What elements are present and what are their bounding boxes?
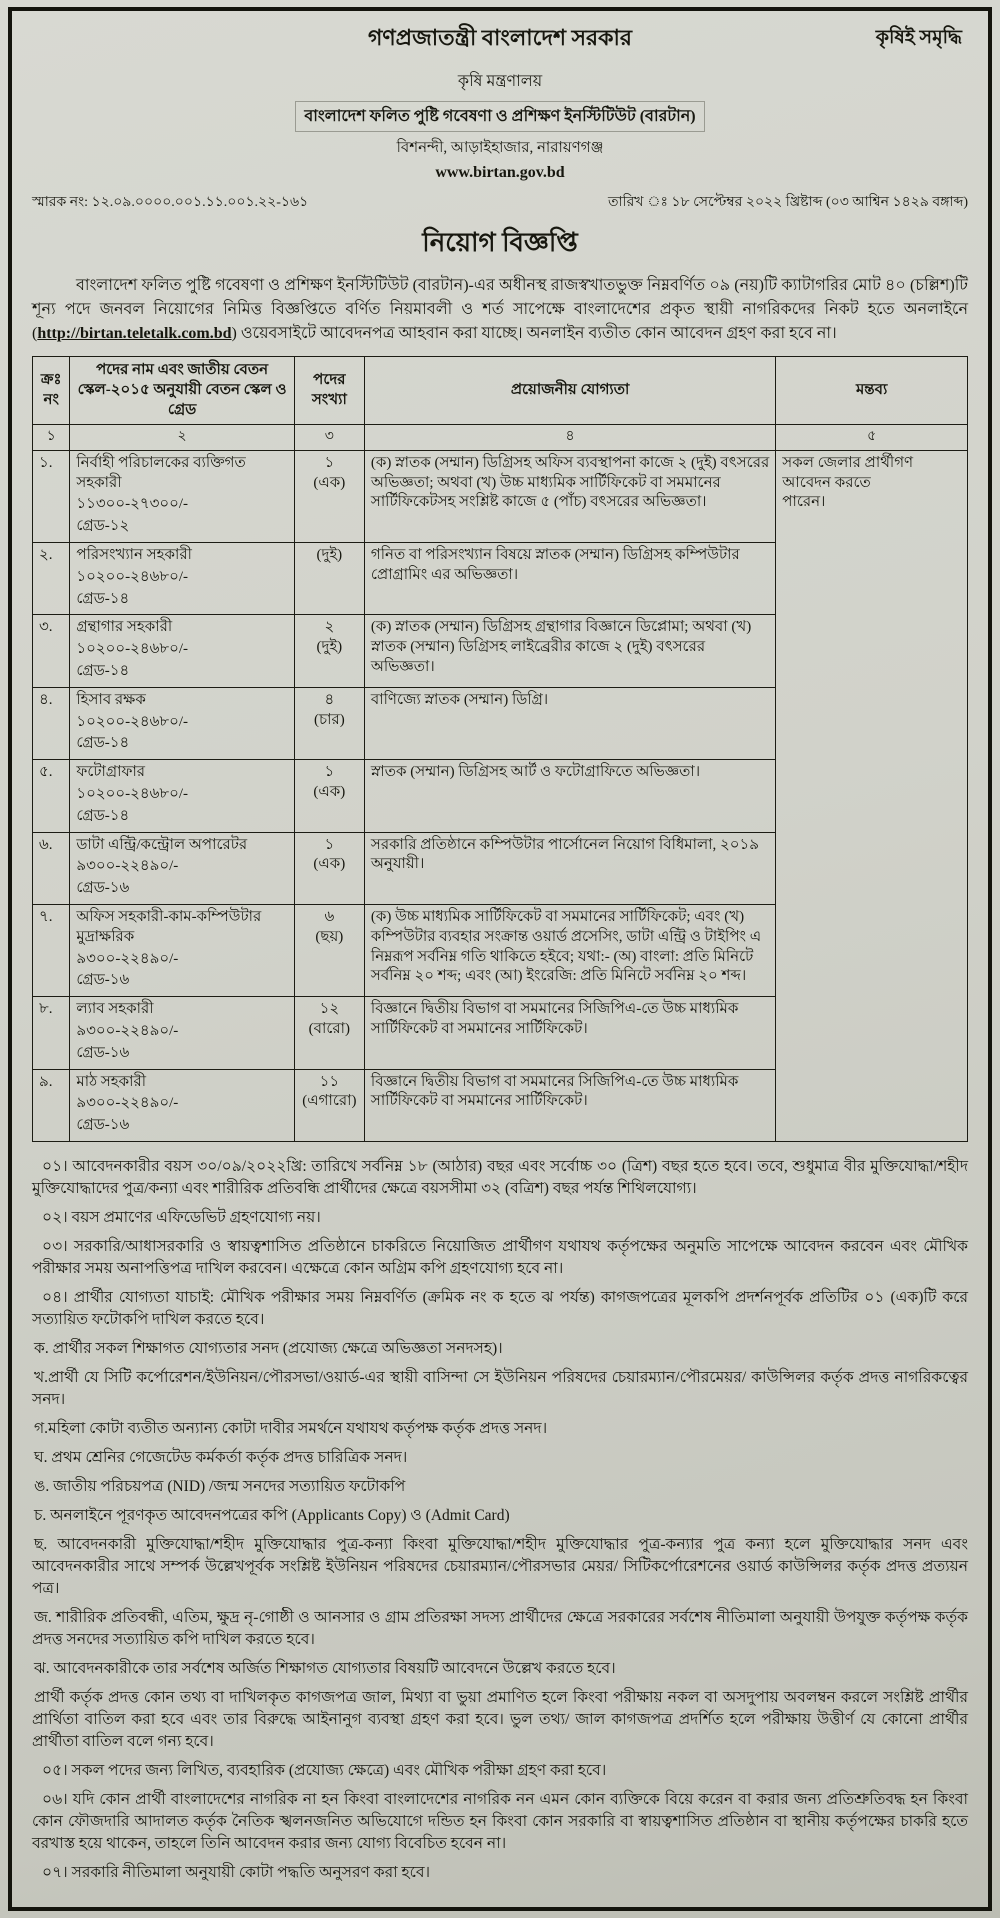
column-number: ২ bbox=[70, 425, 294, 450]
post-scale: ১০২০০-২৪৬৮০/- bbox=[76, 568, 189, 585]
post-name: ফটোগ্রাফার bbox=[76, 764, 146, 781]
note-item: প্রার্থী কর্তৃক প্রদত্ত কোন তথ্য বা দাখিলকৃত কাগজপত্র জাল, মিথ্যা বা ভুয়া প্রমাণিত হলে কিংবা পরীক্ষায় নকল বা অসদুপায় অবলম্বন করলে সংশ্লিষ্ট প্রার্থীর প্রার্থিতা বাতিল করা হবে এবং তার বিরুদ্ধে আইনানুগ ব্যবস্থা গ্রহণ করা হবে। ভুল তথ্য/ জাল কাগজপত্র প্রদর্শিত হলে পরীক্ষায় উত্তীর্ণ যে কোনো প্রার্থীর প্রার্থীতা বাতিল বলে গন্য হবে। bbox=[32, 1688, 968, 1750]
post-count-cell bbox=[294, 760, 364, 832]
post-count-word: (এক) bbox=[313, 856, 346, 873]
post-scale: ৯৩০০-২২৪৯০/- bbox=[76, 950, 179, 967]
ministry-name: কৃষি মন্ত্রণালয় bbox=[457, 73, 543, 90]
note-item: ০১। আবেদনকারীর বয়স ৩০/০৯/২০২২খ্রি: তারিখে সর্বনিম্ন ১৮ (আঠার) বছর এবং সর্বোচ্চ ৩০ (ত্রিশ) বছর হতে হবে। তবে, শুধুমাত্র বীর মুক্তিযোদ্ধা/শহীদ মুক্তিযোদ্ধাদের পুত্র/কন্যা এবং শারীরিক প্রতিবন্ধি প্রার্থীদের ক্ষেত্রে বয়সসীমা ৩২ (বত্রিশ) বছর পর্যন্ত শিথিলযোগ্য। bbox=[32, 1157, 968, 1197]
government-title: গণপ্রজাতন্ত্রী বাংলাদেশ সরকার bbox=[367, 25, 633, 50]
post-scale: ৯৩০০-২২৪৯০/- bbox=[76, 1022, 179, 1039]
post-name-cell bbox=[70, 997, 294, 1069]
conditions-section bbox=[32, 1156, 968, 1884]
post-grade: গ্রেড-১৬ bbox=[76, 880, 130, 897]
post-name-cell bbox=[70, 543, 294, 615]
note-item: ০৩। সরকারি/আধাসরকারি ও স্বায়ত্বশাসিত প্রতিষ্ঠানে চাকরিতে নিয়োজিত প্রার্থীগণ যথাযথ কর্তৃপক্ষের অনুমতি সাপেক্ষে আবেদন করবেন এবং মৌখিক পরীক্ষার সময় অনাপত্তিপত্র দাখিল করবেন। এক্ষেত্রে কোন অগ্রিম কপি গ্রহণযোগ্য হবে না। bbox=[32, 1237, 968, 1277]
post-serial: ৭. bbox=[33, 905, 70, 997]
note-item: ০৬। যদি কোন প্রার্থী বাংলাদেশের নাগরিক না হন কিংবা বাংলাদেশের নাগরিক নন এমন কোন ব্যক্তিকে বিয়ে করেন বা করার জন্য প্রতিশ্রুতিবদ্ধ হন কিংবা কোন ফৌজদারি আদালত কর্তৃক নৈতিক স্খলনজনিত অভিযোগে দন্ডিত হন কিংবা কোন সরকারি বা স্বায়ত্বশাসিত প্রতিষ্ঠান বা স্থানীয় কর্তৃপক্ষের চাকরি হতে বরখাস্ত হয়ে থাকেন, তাহলে তিনি আবেদন করার জন্য যোগ্য বিবেচিত হবেন না। bbox=[32, 1790, 968, 1852]
post-name: গ্রন্থাগার সহকারী bbox=[76, 619, 173, 636]
vacancy-table bbox=[32, 356, 968, 1142]
header-qualification: প্রয়োজনীয় যোগ্যতা bbox=[364, 357, 775, 425]
note-item: ক. প্রার্থীর সকল শিক্ষাগত যোগ্যতার সনদ (প্রযোজ্য ক্ষেত্রে অভিজ্ঞতা সনদসহ)। bbox=[34, 1339, 503, 1357]
header-post: পদের নাম এবং জাতীয় বেতন স্কেল-২০১৫ অনুযায়ী বেতন স্কেল ও গ্রেড bbox=[70, 357, 294, 425]
post-count-word: (এক) bbox=[313, 784, 346, 801]
post-scale: ১০২০০-২৪৬৮০/- bbox=[76, 786, 189, 803]
notice-title: নিয়োগ বিজ্ঞপ্তি bbox=[422, 228, 578, 257]
post-grade: গ্রেড-১২ bbox=[76, 518, 130, 535]
post-count-word: (বারো) bbox=[308, 1020, 350, 1037]
note-item: ঙ. জাতীয় পরিচয়পত্র (NID) /জন্ম সনদের সত্যায়িত ফটোকপি bbox=[34, 1477, 406, 1495]
post-count-word: (চার) bbox=[314, 711, 345, 728]
column-number: ৩ bbox=[294, 425, 364, 450]
post-count-word: (এক) bbox=[313, 474, 346, 491]
remarks-text: সকল জেলার প্রার্থীগণ আবেদন করতে পারেন। bbox=[782, 454, 914, 511]
document-date: তারিখ ঃ ১৮ সেপ্টেম্বর ২০২২ খ্রিষ্টাব্দ (০৩ আশ্বিন ১৪২৯ বঙ্গাব্দ) bbox=[608, 195, 968, 210]
column-number: ১ bbox=[33, 425, 70, 450]
column-number: ৪ bbox=[364, 425, 775, 450]
note-item: ঘ. প্রথম শ্রেনির গেজেটেড কর্মকর্তা কর্তৃক প্রদত্ত চারিত্রিক সনদ। bbox=[34, 1448, 408, 1466]
column-number: ৫ bbox=[776, 425, 968, 450]
post-grade: গ্রেড-১৪ bbox=[76, 663, 130, 680]
post-qualification: বিজ্ঞানে দ্বিতীয় বিভাগ বা সমমানের সিজিপিএ-তে উচ্চ মাধ্যমিক সার্টিফিকেট বা সমমানের সার্টিফিকেট। bbox=[364, 1069, 775, 1141]
post-count-cell bbox=[294, 1069, 364, 1141]
note-item: ০৭। সরকারি নীতিমালা অনুযায়ী কোটা পদ্ধতি অনুসরণ করা হবে। bbox=[42, 1863, 431, 1881]
post-count-cell bbox=[294, 543, 364, 615]
application-website-link[interactable]: http://birtan.teletalk.com.bd bbox=[37, 325, 232, 342]
post-name-cell bbox=[70, 1069, 294, 1141]
post-name: পরিসংখ্যান সহকারী bbox=[76, 547, 192, 564]
post-qualification: সরকারি প্রতিষ্ঠানে কম্পিউটার পার্সোনেল নিয়োগ বিধিমালা, ২০১৯ অনুযায়ী। bbox=[364, 832, 775, 904]
post-name: হিসাব রক্ষক bbox=[76, 691, 146, 708]
post-name-cell bbox=[70, 905, 294, 997]
post-count-cell bbox=[294, 450, 364, 542]
memo-number: স্মারক নং: ১২.০৯.০০০০.০০১.১১.০০১.২২-১৬১ bbox=[32, 195, 309, 210]
post-serial: ৩. bbox=[33, 615, 70, 687]
post-count-number: ২ bbox=[324, 619, 335, 636]
post-qualification: (ক) উচ্চ মাধ্যমিক সার্টিফিকেট বা সমমানের সার্টিফিকেট; এবং (খ) কম্পিউটার ব্যবহার সংক্রান্ত ওয়ার্ড প্রসেসিং, ডাটা এন্ট্রি ও টাইপিং এ নিম্নরূপ সর্বনিম্ন গতি থাকিতে হইবে; যথা:- (অ) বাংলা: প্রতি মিনিটে সর্বনিম্ন ২০ শব্দ; এবং (আ) ইংরেজি: প্রতি মিনিটে সর্বনিম্ন ২০ শব্দ। bbox=[364, 905, 775, 997]
post-qualification: (ক) স্নাতক (সম্মান) ডিগ্রিসহ গ্রন্থাগার বিজ্ঞানে ডিপ্লোমা; অথবা (খ) স্নাতক (সম্মান) ডিগ্রিসহ লাইব্রেরীর কাজে ২ (দুই) বৎসরের অভিজ্ঞতা। bbox=[364, 615, 775, 687]
post-grade: গ্রেড-১৪ bbox=[76, 807, 130, 824]
note-item: গ.মহিলা কোটা ব্যতীত অন্যান্য কোটা দাবীর সমর্থনে যথাযথ কর্তৃপক্ষ কর্তৃক প্রদত্ত সনদ। bbox=[34, 1419, 548, 1437]
post-count-word: (দুই) bbox=[316, 547, 343, 564]
post-count-number: ১ bbox=[324, 454, 335, 471]
intro-text-before: বাংলাদেশ ফলিত পুষ্টি গবেষণা ও প্রশিক্ষণ ইনস্টিটিউট (বারটান)-এর অধীনস্থ রাজস্বখাতভুক্ত নিম্নবর্ণিত ০৯ (নয়)টি ক্যাটাগরির মোট ৪০ (চল্লিশ)টি শূন্য পদে জনবল নিয়োগের নিমিত্ত বিজ্ঞপ্তিতে বর্ণিত নিয়মাবলী ও শর্ত সাপেক্ষে বাংলাদেশের প্রকৃত স্থায়ী নাগরিকদের নিকট হতে অনলাইনে ( bbox=[32, 277, 968, 342]
post-serial: ১. bbox=[33, 450, 70, 542]
post-serial: ৯. bbox=[33, 1069, 70, 1141]
post-name-cell bbox=[70, 450, 294, 542]
table-row bbox=[33, 450, 968, 542]
post-serial: ৬. bbox=[33, 832, 70, 904]
post-qualification: (ক) স্নাতক (সম্মান) ডিগ্রিসহ অফিস ব্যবস্থাপনা কাজে ২ (দুই) বৎসরের অভিজ্ঞতা; অথবা (খ) উচ্চ মাধ্যমিক সার্টিফিকেট বা সমমানের সার্টিফিকেটসহ সংশ্লিষ্ট কাজে ৫ (পাঁচ) বৎসরের অভিজ্ঞতা। bbox=[364, 450, 775, 542]
post-count-word: (দুই) bbox=[316, 639, 343, 656]
post-qualification: বাণিজ্যে স্নাতক (সম্মান) ডিগ্রি। bbox=[364, 687, 775, 759]
institute-name: বাংলাদেশ ফলিত পুষ্টি গবেষণা ও প্রশিক্ষণ ইনস্টিটিউট (বারটান) bbox=[295, 101, 704, 132]
header-serial: ক্রঃ নং bbox=[33, 357, 70, 425]
post-serial: ৫. bbox=[33, 760, 70, 832]
institute-website-link[interactable]: www.birtan.gov.bd bbox=[435, 164, 565, 181]
post-name: মাঠ সহকারী bbox=[76, 1073, 147, 1090]
post-count-number: ১ bbox=[324, 764, 335, 781]
institute-address: বিশনন্দী, আড়াইহাজার, নারায়ণগঞ্জ bbox=[396, 140, 604, 156]
document-border-frame bbox=[8, 7, 992, 1911]
note-item: ছ. আবেদনকারী মুক্তিযোদ্ধা/শহীদ মুক্তিযোদ্ধার পুত্র-কন্যা কিংবা মুক্তিযোদ্ধা/শহীদ মুক্তিযোদ্ধার পুত্র-কন্যার পুত্র কন্যা হলে মুক্তিযোদ্ধার সনদ এবং আবেদনকারীর সাথে সম্পর্ক উল্লেখপূর্বক সংশ্লিষ্ট ইউনিয়ন পরিষদের চেয়ারম্যান/পৌরসভার মেয়র/ সিটিকর্পোরেশনের ওয়ার্ড কাউন্সিলর কর্তৃক প্রদত্ত প্রত্যয়ন পত্র। bbox=[32, 1535, 968, 1597]
post-name: ডাটা এন্ট্রি/কন্ট্রোল অপারেটর bbox=[76, 836, 248, 853]
post-count-number: ১১ bbox=[319, 1073, 340, 1090]
document-header bbox=[32, 15, 968, 58]
post-count-word: (ছয়) bbox=[315, 928, 344, 945]
post-grade: গ্রেড-১৪ bbox=[76, 735, 130, 752]
post-count-number: ১২ bbox=[319, 1001, 340, 1018]
post-scale: ১০২০০-২৪৬৮০/- bbox=[76, 641, 189, 658]
post-count-number: ১ bbox=[324, 836, 335, 853]
note-item: জ. শারীরিক প্রতিবন্ধী, এতিম, ক্ষুদ্র নৃ-গোষ্ঠী ও আনসার ও গ্রাম প্রতিরক্ষা সদস্য প্রার্থীদের ক্ষেত্রে সরকারের সর্বশেষ নীতিমালা অনুযায়ী উপযুক্ত কর্তৃপক্ষ কর্তৃক প্রদত্ত সনদের সত্যায়িত কপি দাখিল করতে হবে। bbox=[32, 1608, 968, 1648]
column-number-row bbox=[33, 425, 968, 450]
note-item: ০৪। প্রার্থীর যোগ্যতা যাচাই: মৌখিক পরীক্ষার সময় নিম্নবর্ণিত (ক্রমিক নং ক হতে ঝ পর্যন্ত) কাগজপত্রের মূলকপি প্রদর্শনপূর্বক প্রতিটির ০১ (এক)টি করে সত্যায়িত ফটোকপি দাখিল করতে হবে। bbox=[32, 1288, 968, 1328]
post-name: ল্যাব সহকারী bbox=[76, 1001, 154, 1018]
post-scale: ১০২০০-২৪৬৮০/- bbox=[76, 713, 189, 730]
post-qualification: গনিত বা পরিসংখ্যান বিষয়ে স্নাতক (সম্মান) ডিগ্রিসহ কম্পিউটার প্রোগ্রামিং এর অভিজ্ঞতা। bbox=[364, 543, 775, 615]
intro-paragraph bbox=[32, 274, 968, 346]
note-item: খ.প্রার্থী যে সিটি কর্পোরেশন/ইউনিয়ন/পৌরসভা/ওয়ার্ড-এর স্থায়ী বাসিন্দা সে ইউনিয়ন পরিষদের চেয়ারম্যান/পৌরমেয়র/ কাউন্সিলর কর্তৃক প্রদত্ত নাগরিকত্বের সনদ। bbox=[32, 1368, 968, 1408]
header-remarks: মন্তব্য bbox=[776, 357, 968, 425]
memo-date-row bbox=[32, 190, 968, 214]
note-item: ০৫। সকল পদের জন্য লিখিত, ব্যবহারিক (প্রযোজ্য ক্ষেত্রে) এবং মৌখিক পরীক্ষা গ্রহণ করা হবে। bbox=[42, 1761, 607, 1779]
header-count: পদের সংখ্যা bbox=[294, 357, 364, 425]
post-name-cell bbox=[70, 760, 294, 832]
post-count-cell bbox=[294, 687, 364, 759]
post-serial: ২. bbox=[33, 543, 70, 615]
note-item: ০২। বয়স প্রমাণের এফিডেভিট গ্রহণযোগ্য নয়। bbox=[42, 1208, 321, 1226]
post-grade: গ্রেড-১৬ bbox=[76, 1044, 130, 1061]
post-qualification: স্নাতক (সম্মান) ডিগ্রিসহ আর্ট ও ফটোগ্রাফিতে অভিজ্ঞতা। bbox=[364, 760, 775, 832]
table-header-row bbox=[33, 357, 968, 425]
intro-text-after: ) ওয়েবসাইটে আবেদনপত্র আহবান করা যাচ্ছে। অনলাইন ব্যতীত কোন আবেদন গ্রহণ করা হবে না। bbox=[231, 325, 837, 342]
post-grade: গ্রেড-১৬ bbox=[76, 1117, 130, 1134]
post-name-cell bbox=[70, 615, 294, 687]
post-count-word: (এগারো) bbox=[302, 1093, 357, 1110]
post-serial: ৪. bbox=[33, 687, 70, 759]
post-name: নির্বাহী পরিচালকের ব্যক্তিগত সহকারী bbox=[76, 454, 246, 491]
post-count-number: ৪ bbox=[324, 691, 335, 708]
note-item: চ. অনলাইনে পূরণকৃত আবেদনপত্রের কপি (Applicants Copy) ও (Admit Card) bbox=[34, 1506, 510, 1524]
ministry-slogan: কৃষিই সমৃদ্ধি bbox=[875, 27, 962, 48]
post-scale: ৯৩০০-২২৪৯০/- bbox=[76, 1095, 179, 1112]
post-name-cell bbox=[70, 832, 294, 904]
remarks-cell bbox=[776, 450, 968, 1141]
post-grade: গ্রেড-১৬ bbox=[76, 972, 130, 989]
post-scale: ৯৩০০-২২৪৯০/- bbox=[76, 858, 179, 875]
post-count-cell bbox=[294, 832, 364, 904]
header-center-block bbox=[32, 68, 968, 182]
post-serial: ৮. bbox=[33, 997, 70, 1069]
post-name: অফিস সহকারী-কাম-কম্পিউটার মুদ্রাক্ষরিক bbox=[76, 909, 262, 945]
post-scale: ১১৩০০-২৭৩০০/- bbox=[76, 496, 189, 513]
post-count-cell bbox=[294, 997, 364, 1069]
post-grade: গ্রেড-১৪ bbox=[76, 590, 130, 607]
post-count-cell bbox=[294, 615, 364, 687]
post-qualification: বিজ্ঞানে দ্বিতীয় বিভাগ বা সমমানের সিজিপিএ-তে উচ্চ মাধ্যমিক সার্টিফিকেট বা সমমানের সার্টিফিকেট। bbox=[364, 997, 775, 1069]
note-item: ঝ. আবেদনকারীকে তার সর্বশেষ অর্জিত শিক্ষাগত যোগ্যতার বিষয়টি আবেদনে উল্লেখ করতে হবে। bbox=[34, 1659, 616, 1677]
post-name-cell bbox=[70, 687, 294, 759]
post-count-number: ৬ bbox=[324, 909, 335, 925]
post-count-cell bbox=[294, 905, 364, 997]
